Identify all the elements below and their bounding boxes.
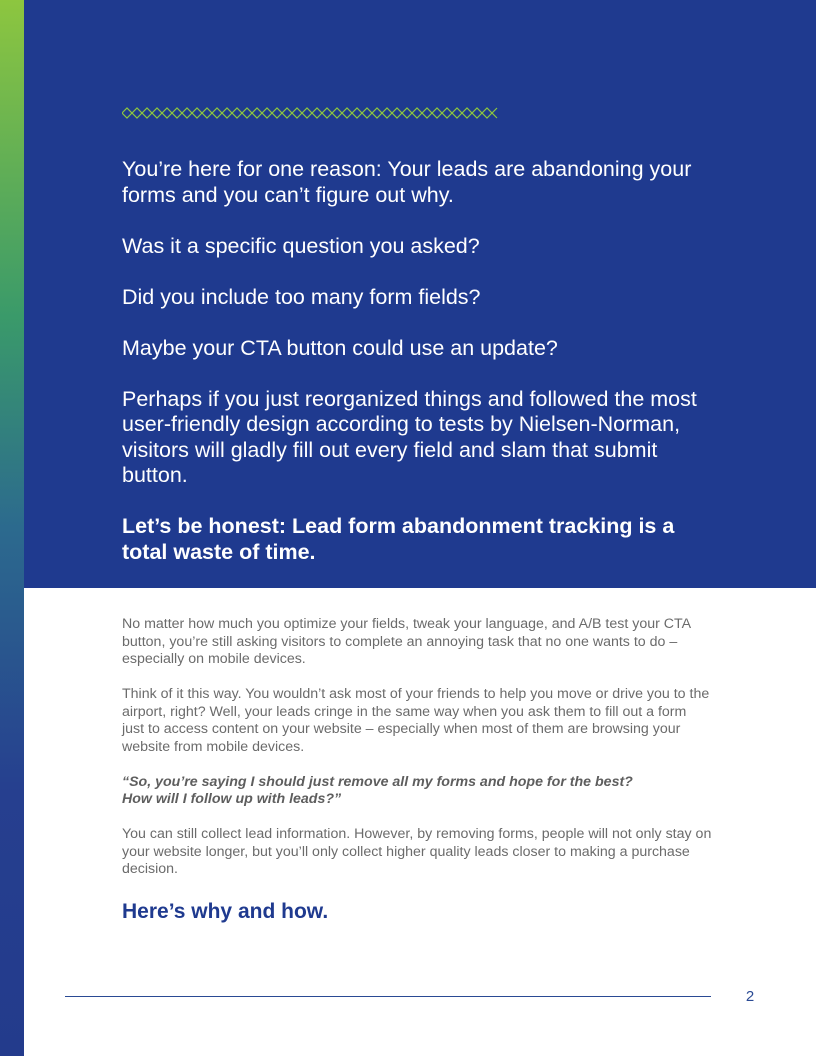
hero-paragraph: You’re here for one reason: Your leads are abandoning your forms and you can’t figure out why. xyxy=(122,157,692,207)
body-paragraph: You can still collect lead information. However, by removing forms, people will not only stay on your website longer, but you’ll only collect higher quality leads closer to making a purchase decision. xyxy=(122,826,712,877)
body-paragraph: No matter how much you optimize your fields, tweak your language, and A/B test your CTA button, you’re still asking visitors to complete an annoying task that no one wants to do – especially on mobile devices. xyxy=(122,616,691,667)
closing-heading: Here’s why and how. xyxy=(122,900,329,923)
quote-line: How will I follow up with leads?” xyxy=(122,791,342,807)
quote-block xyxy=(122,774,712,809)
side-gradient-bar xyxy=(0,0,24,1056)
body-paragraph: Think of it this way. You wouldn’t ask most of your friends to help you move or drive you to the airport, right? Well, your leads cringe in the same way when you ask them to fill out a form just to access content on your website – especially when most of them are browsing your website from mobile devices. xyxy=(122,686,710,755)
hero-text xyxy=(122,157,712,565)
zigzag-divider xyxy=(122,106,498,120)
body-text xyxy=(122,616,712,896)
hero-paragraph: Perhaps if you just reorganized things and followed the most user-friendly design according to tests by Nielsen-Norman, visitors will gladly fill out every field and slam that submit button. xyxy=(122,386,697,487)
hero-paragraph: Maybe your CTA button could use an update? xyxy=(122,335,558,360)
quote-line: “So, you’re saying I should just remove all my forms and hope for the best? xyxy=(122,773,633,790)
hero-paragraph: Was it a specific question you asked? xyxy=(122,233,480,258)
hero-emphasis: Let’s be honest: Lead form abandonment tracking is a total waste of time. xyxy=(122,514,675,564)
hero-paragraph: Did you include too many form fields? xyxy=(122,284,481,309)
page-number: 2 xyxy=(745,988,755,1005)
footer-divider xyxy=(65,996,711,997)
